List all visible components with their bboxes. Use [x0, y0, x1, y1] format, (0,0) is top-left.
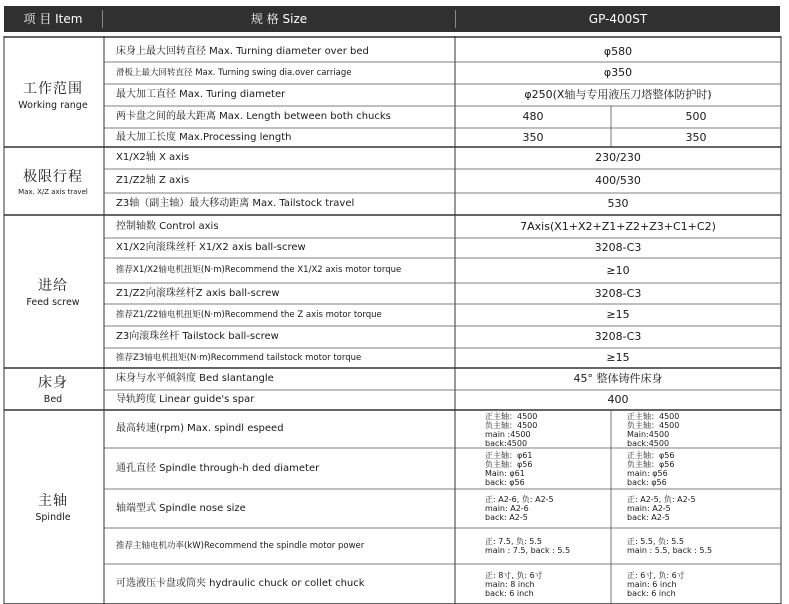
spec-label: 通孔直径 Spindle through-h ded diameter	[116, 463, 320, 474]
category-zh: 床身	[38, 375, 68, 391]
spec-value-right: 正: 5.5, 负: 5.5 main : 5.5, back : 5.5	[627, 537, 713, 555]
spec-value: ≥10	[606, 264, 630, 277]
category-en: Bed	[43, 394, 63, 405]
spec-label: 滑板上最大回转直径 Max. Turning swing dia.over carriage	[116, 68, 352, 78]
spec-label: 两卡盘之间的最大距离 Max. Length between both chucks	[116, 111, 391, 122]
category-zh: 主轴	[38, 493, 68, 509]
category-en: Spindle	[35, 512, 71, 523]
spec-value-left: 正主轴：4500 负主轴：4500 main :4500 back:4500	[485, 412, 538, 448]
header-size: 规 格 Size	[250, 12, 308, 26]
category-en: Working range	[18, 99, 88, 111]
category-zh: 进给	[38, 277, 68, 294]
category-label	[4, 372, 102, 405]
spec-label: 控制轴数 Control axis	[116, 221, 219, 232]
spec-label: 轴端型式 Spindle nose size	[116, 503, 246, 514]
category-en: Max. X/Z axis travel	[18, 188, 88, 196]
category-zh: 工作范围	[23, 80, 83, 97]
header-item: 项 目 Item	[23, 12, 83, 26]
spec-value: 400/530	[595, 174, 641, 187]
category-label	[4, 490, 102, 523]
spec-value-right: 正主轴：φ56 负主轴：φ56 main: φ56 back: φ56	[627, 450, 675, 487]
spec-value-left: 480	[522, 110, 544, 123]
spec-label: Z1/Z2轴 Z axis	[116, 175, 190, 186]
spec-label: 最大加工直径 Max. Turing diameter	[116, 89, 286, 100]
spec-value: 45° 整体铸件床身	[573, 372, 663, 385]
spec-value-right: 正主轴：4500 负主轴：4500 Main:4500 back:4500	[627, 412, 680, 448]
spec-value: 230/230	[595, 151, 641, 164]
spec-label: 推荐X1/X2轴电机扭矩(N·m)Recommend the X1/X2 axis motor torque	[116, 265, 402, 275]
spec-value: φ580	[603, 45, 633, 58]
spec-value: 3208-C3	[594, 287, 642, 300]
spec-label: 推荐主轴电机功率(kW)Recommend the spindle motor power	[116, 541, 365, 551]
spec-label: X1/X2轴 X axis	[116, 152, 190, 163]
spec-label: 床身与水平倾斜度 Bed slantangle	[116, 373, 274, 384]
spec-value: ≥15	[606, 351, 630, 364]
spec-value-right: 正: A2-5, 负: A2-5 main: A2-5 back: A2-5	[627, 495, 696, 522]
spec-value-left: 正主轴：φ61 负主轴：φ56 Main: φ61 back: φ56	[485, 450, 533, 487]
spec-value-left: 正: 7.5, 负: 5.5 main : 7.5, back : 5.5	[485, 537, 571, 555]
spec-value: φ350	[603, 66, 633, 79]
spec-label: Z1/Z2向滚珠丝杆Z axis ball-screw	[116, 288, 280, 299]
category-en: Feed screw	[26, 296, 80, 308]
spec-value: 400	[607, 393, 629, 406]
spec-label: X1/X2向滚珠丝杆 X1/X2 axis ball-screw	[116, 242, 306, 253]
spec-label: Z3轴（副主轴）最大移动距离 Max. Tailstock travel	[116, 198, 355, 209]
spec-label: 床身上最大回转直径 Max. Turning diameter over bed	[116, 46, 369, 57]
spec-label: 可选液压卡盘或筒夹 hydraulic chuck or collet chuck	[116, 578, 365, 589]
spec-value: 7Axis(X1+X2+Z1+Z2+Z3+C1+C2)	[520, 220, 716, 233]
spec-value-left: 正: A2-6, 负: A2-5 main: A2-6 back: A2-5	[485, 495, 554, 522]
spec-label: 推荐Z1/Z2轴电机扭矩(N·m)Recommend the Z axis motor torque	[116, 310, 382, 320]
spec-label: 导轨跨度 Linear guide's spar	[116, 394, 255, 405]
spec-value-right: 正: 6寸, 负: 6寸 main: 6 inch back: 6 inch	[627, 570, 685, 598]
spec-label: 推荐Z3轴电机扭矩(N·m)Recommend tailstock motor torque	[116, 353, 362, 363]
spec-label: 最大加工长度 Max.Processing length	[116, 132, 292, 143]
spec-value-right: 500	[685, 110, 707, 123]
category-zh: 极限行程	[23, 169, 83, 185]
spec-value: 3208-C3	[594, 330, 642, 343]
category-label	[4, 78, 102, 111]
spec-value: ≥15	[606, 308, 630, 321]
category-label	[4, 166, 102, 196]
spec-value-left: 350	[522, 131, 544, 144]
spec-label: 最高转速(rpm) Max. spindl espeed	[116, 423, 284, 434]
header-model: GP-400ST	[588, 12, 648, 26]
spec-value: φ250(X轴与专用液压刀塔整体防护时)	[524, 88, 712, 101]
spec-label: Z3向滚珠丝杆 Tailstock ball-screw	[116, 331, 279, 342]
spec-value-right: 350	[685, 131, 707, 144]
spec-value-left: 正: 8寸, 负: 6寸 main: 8 inch back: 6 inch	[485, 570, 543, 598]
spec-value: 3208-C3	[594, 241, 642, 254]
spec-value: 530	[607, 197, 629, 210]
category-label	[4, 275, 102, 308]
